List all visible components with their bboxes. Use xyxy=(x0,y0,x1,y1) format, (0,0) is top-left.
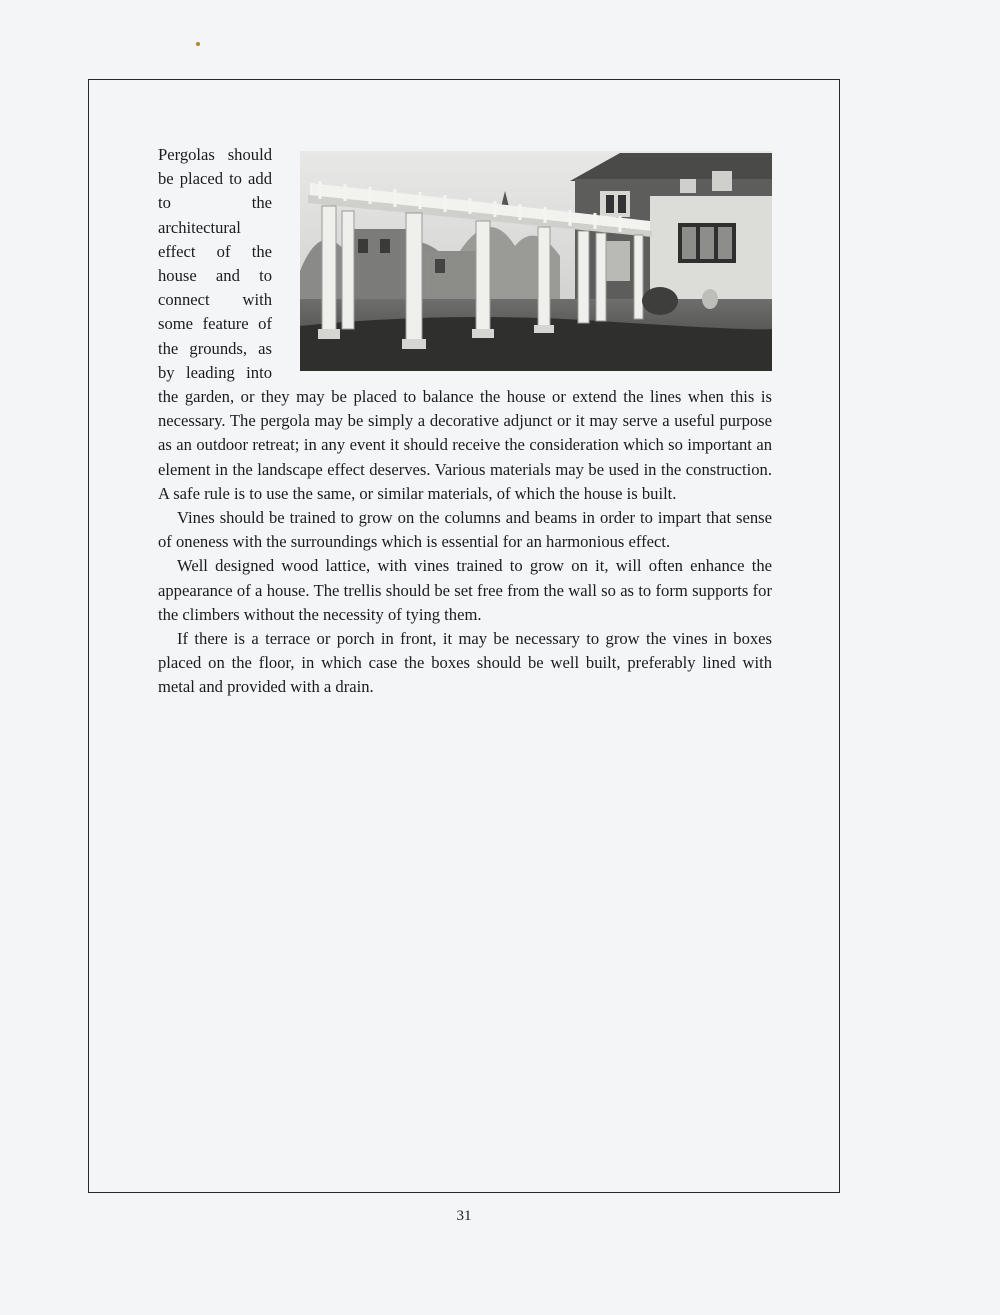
pergola-photograph xyxy=(300,151,772,371)
article-body xyxy=(158,143,772,700)
paragraph-terrace: If there is a terrace or porch in front, it may be necessary to grow the vines in boxes placed on the floor, in which case the boxes should be well built, preferably lined with metal and provided with a drain. xyxy=(158,629,772,697)
intro-paragraph: Pergolas should be placed to add to the architectural effect of the house and to connect with some feature of the grounds, as by leading into the garden, or they may be placed to balance the house or extend the lines when this is necessary. The pergola may be simply a decorative adjunct or it may serve a useful purpose as an outdoor retreat; in any event it should receive the consideration which so important an element in the landscape effect deserves. Various materials may be used in the construction. A safe rule is to use the same, or similar materials, of which the house is built. xyxy=(158,145,772,503)
paragraph-lattice: Well designed wood lattice, with vines trained to grow on it, will often enhance the appearance of a house. The trellis should be set free from the wall so as to form supports for the climbers without the necessity of tying them. xyxy=(158,556,772,624)
paper-speck xyxy=(196,42,200,46)
page-number: 31 xyxy=(456,1208,472,1224)
paragraph-vines: Vines should be trained to grow on the columns and beams in order to impart that sense of oneness with the surroundings which is essential for an harmonious effect. xyxy=(158,508,772,552)
